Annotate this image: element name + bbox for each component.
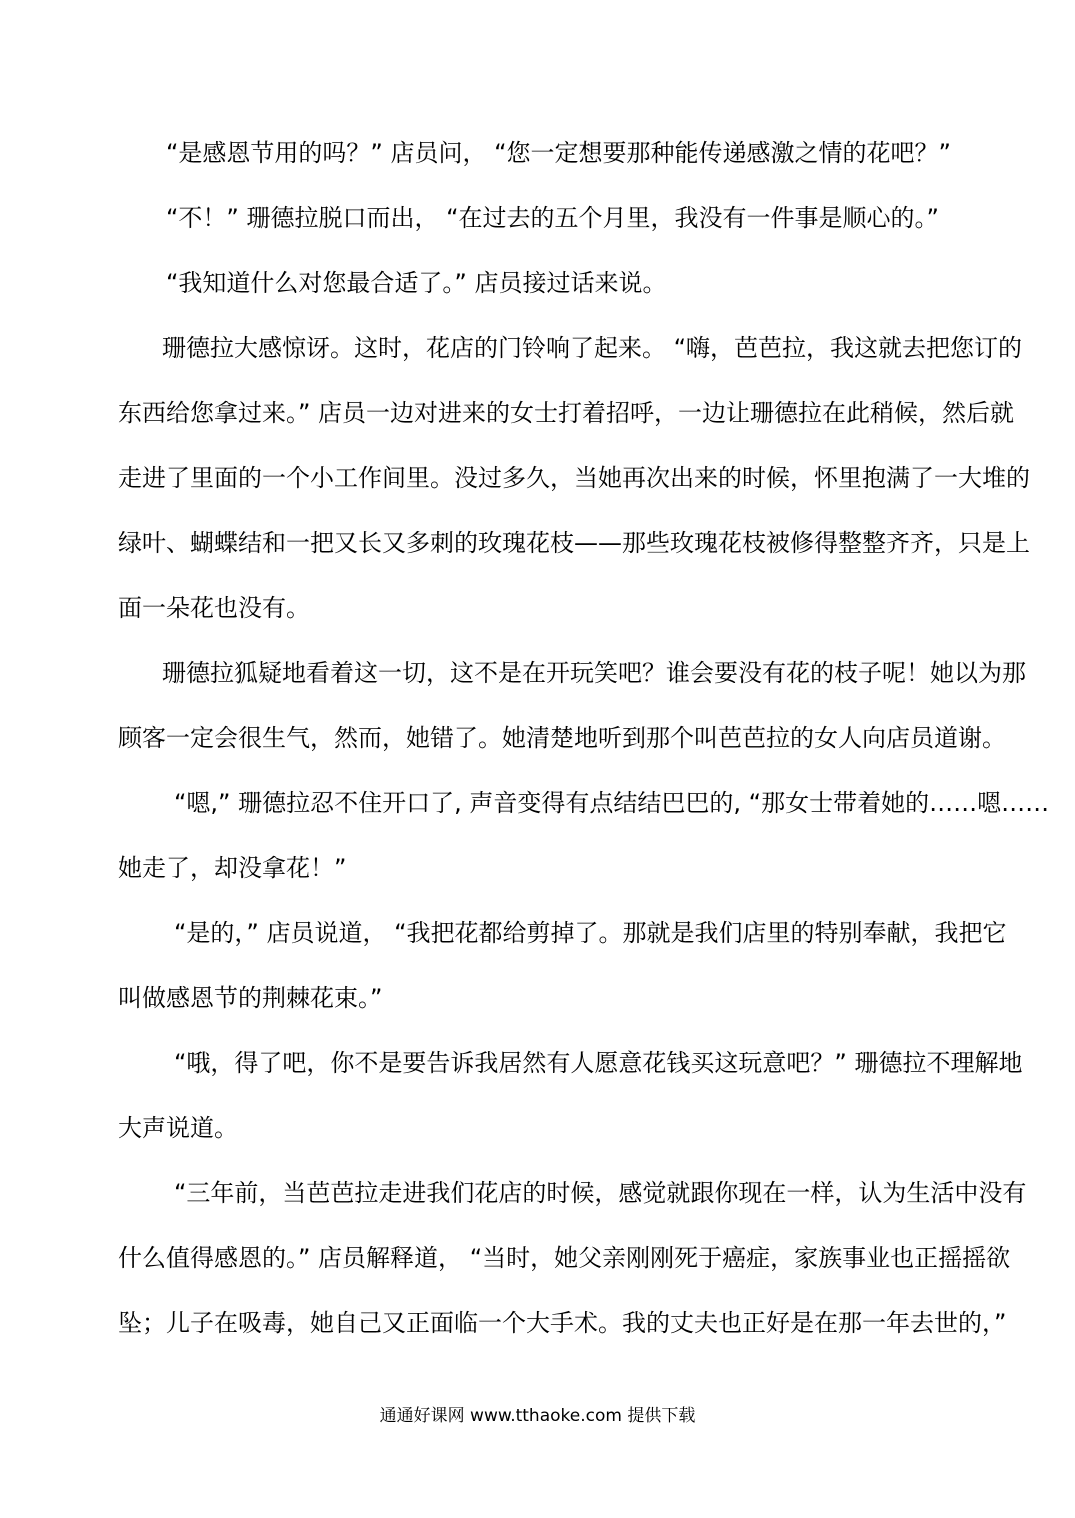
text-line: 面一朵花也没有。 [118, 594, 310, 622]
text-line: 珊德拉狐疑地看着这一切，这不是在开玩笑吧？谁会要没有花的枝子呢！她以为那 [162, 659, 1026, 687]
text-line: “我知道什么对您最合适了。” 店员接过话来说。 [166, 269, 667, 297]
text-line: “不！” 珊德拉脱口而出， “在过去的五个月里，我没有一件事是顺心的。” [166, 204, 939, 232]
text-line: 大声说道。 [118, 1114, 238, 1142]
text-line: “是的，” 店员说道， “我把花都给剪掉了。那就是我们店里的特别奉献，我把它 [174, 919, 1007, 947]
text-line: “嗯,” 珊德拉忍不住开口了, 声音变得有点结结巴巴的, “那女士带着她的……嗯…… [174, 789, 1050, 817]
text-line: “是感恩节用的吗？” 店员问， “您一定想要那种能传递感激之情的花吧？” [166, 139, 951, 167]
text-line: 叫做感恩节的荆棘花束。” [118, 984, 383, 1012]
text-line: 走进了里面的一个小工作间里。没过多久，当她再次出来的时候，怀里抱满了一大堆的 [118, 464, 1030, 492]
text-line: “三年前，当芭芭拉走进我们花店的时候，感觉就跟你现在一样，认为生活中没有 [174, 1179, 1027, 1207]
text-line: 顾客一定会很生气，然而，她错了。她清楚地听到那个叫芭芭拉的女人向店员道谢。 [118, 724, 1006, 752]
text-line: 什么值得感恩的。” 店员解释道， “当时，她父亲刚刚死于癌症，家族事业也正摇摇欲 [118, 1244, 1011, 1272]
text-line: 珊德拉大感惊讶。这时，花店的门铃响了起来。 “嗨，芭芭拉，我这就去把您订的 [162, 334, 1023, 362]
text-line: 她走了，却没拿花！” [118, 854, 347, 882]
text-line: 绿叶、蝴蝶结和一把又长又多刺的玫瑰花枝——那些玫瑰花枝被修得整整齐齐，只是上 [118, 529, 1030, 557]
text-line: “哦，得了吧，你不是要告诉我居然有人愿意花钱买这玩意吧？” 珊德拉不理解地 [174, 1049, 1023, 1077]
text-line: 东西给您拿过来。” 店员一边对进来的女士打着招呼，一边让珊德拉在此稍候，然后就 [118, 399, 1015, 427]
text-line: 坠；儿子在吸毒，她自己又正面临一个大手术。我的丈夫也正好是在那一年去世的，” [118, 1309, 1007, 1337]
page-footer: 通通好课网 www.tthaoke.com 提供下载 [379, 1406, 696, 1426]
